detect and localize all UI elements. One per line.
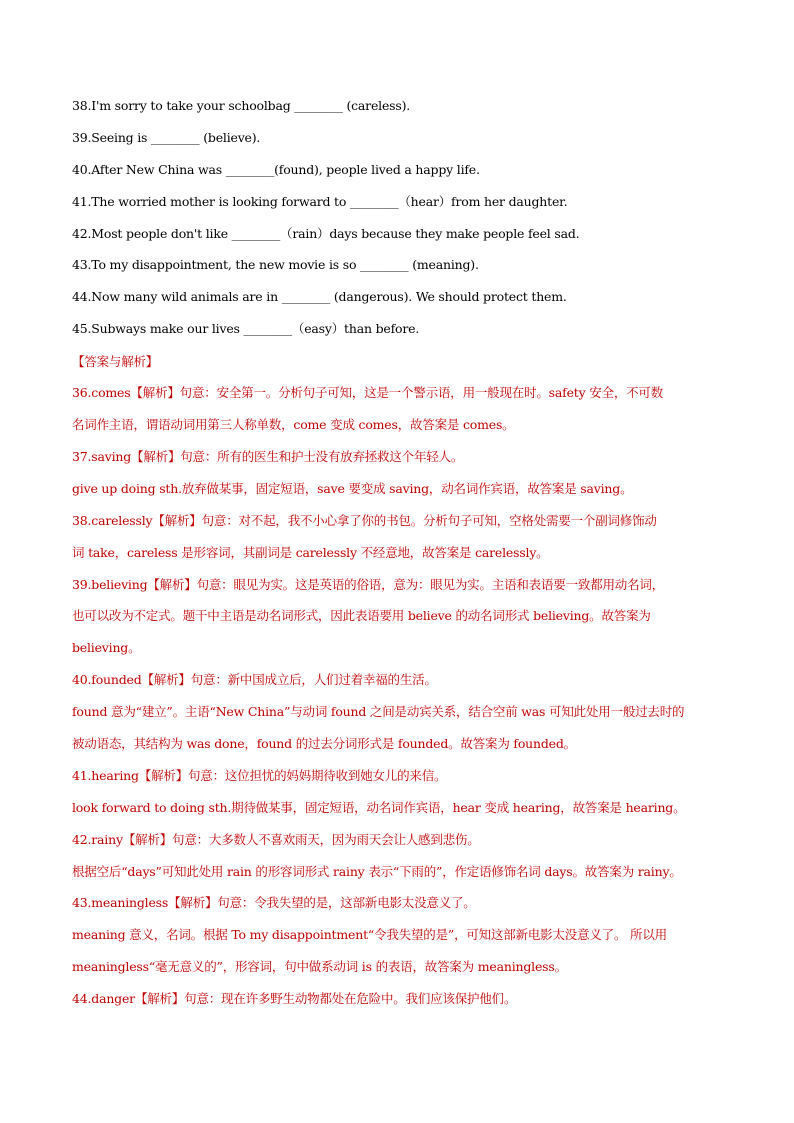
answer-line: 42.rainy【解析】句意：大多数人不喜欢雨天，因为雨天会让人感到悲伤。 — [72, 832, 480, 847]
answer-line: 38.carelessly【解析】句意：对不起，我不小心拿了你的书包。分析句子可知，空格处需要一个副词修饰动 — [72, 513, 657, 528]
answer-line: 被动语态，其结构为 was done，found 的过去分词形式是 founded。故答案为 founded。 — [72, 736, 576, 751]
question-43: 43.To my disappointment, the new movie is so ________ (meaning). — [72, 257, 479, 272]
answer-line: 40.founded【解析】句意：新中国成立后，人们过着幸福的生活。 — [72, 672, 437, 687]
answer-line: believing。 — [72, 640, 141, 655]
answer-line: meaningless“毫无意义的”，形容词，句中做系动词 is 的表语，故答案为 meaningless。 — [72, 959, 567, 974]
answer-line: 41.hearing【解析】句意：这位担忧的妈妈期待收到她女儿的来信。 — [72, 768, 447, 783]
answer-line: give up doing sth.放弃做某事，固定短语，save 要变成 saving，动名词作宾语，故答案是 saving。 — [72, 481, 633, 496]
answers-section-heading: 【答案与解析】 — [72, 354, 159, 369]
answer-line: 36.comes【解析】句意：安全第一。分析句子可知，这是一个警示语，用一般现在时。safety 安全，不可数 — [72, 385, 664, 400]
question-44: 44.Now many wild animals are in ________ (dangerous). We should protect them. — [72, 289, 567, 304]
answer-line: 也可以改为不定式。题干中主语是动名词形式，因此表语要用 believe 的动名词形式 believing。故答案为 — [72, 608, 651, 623]
answer-line: 44.danger【解析】句意：现在许多野生动物都处在危险中。我们应该保护他们。 — [72, 991, 517, 1006]
answer-line: 39.believing【解析】句意：眼见为实。这是英语的俗语，意为：眼见为实。主语和表语要一致都用动名词， — [72, 577, 664, 592]
answer-line: 根据空后“days”可知此处用 rain 的形容词形式 rainy 表示“下雨的”，作定语修饰名词 days。故答案为 rainy。 — [72, 864, 682, 879]
answer-line: meaning 意义，名词。根据 To my disappointment“令我失望的是”，可知这部新电影太没意义了。 所以用 — [72, 927, 667, 942]
question-41: 41.The worried mother is looking forward to ________（hear）from her daughter. — [72, 194, 568, 209]
answer-line: 名词作主语，谓语动词用第三人称单数，come 变成 comes，故答案是 comes。 — [72, 417, 515, 432]
answer-line: found 意为“建立”。主语“New China”与动词 found 之间是动宾关系，结合空前 was 可知此处用一般过去时的 — [72, 704, 685, 719]
answer-line: 37.saving【解析】句意：所有的医生和护士没有放弃拯救这个年轻人。 — [72, 449, 464, 464]
answer-line: look forward to doing sth.期待做某事，固定短语，动名词作宾语，hear 变成 hearing，故答案是 hearing。 — [72, 800, 686, 815]
question-38: 38.I'm sorry to take your schoolbag ________ (careless). — [72, 98, 411, 113]
question-40: 40.After New China was ________(found), people lived a happy life. — [72, 162, 480, 177]
answer-line: 词 take，careless 是形容词，其副词是 carelessly 不经意地，故答案是 carelessly。 — [72, 545, 549, 560]
question-45: 45.Subways make our lives ________（easy）than before. — [72, 321, 420, 336]
question-42: 42.Most people don't like ________（rain）days because they make people feel sad. — [72, 226, 580, 241]
question-39: 39.Seeing is ________ (believe). — [72, 130, 261, 145]
answer-line: 43.meaningless【解析】句意：令我失望的是，这部新电影太没意义了。 — [72, 895, 476, 910]
